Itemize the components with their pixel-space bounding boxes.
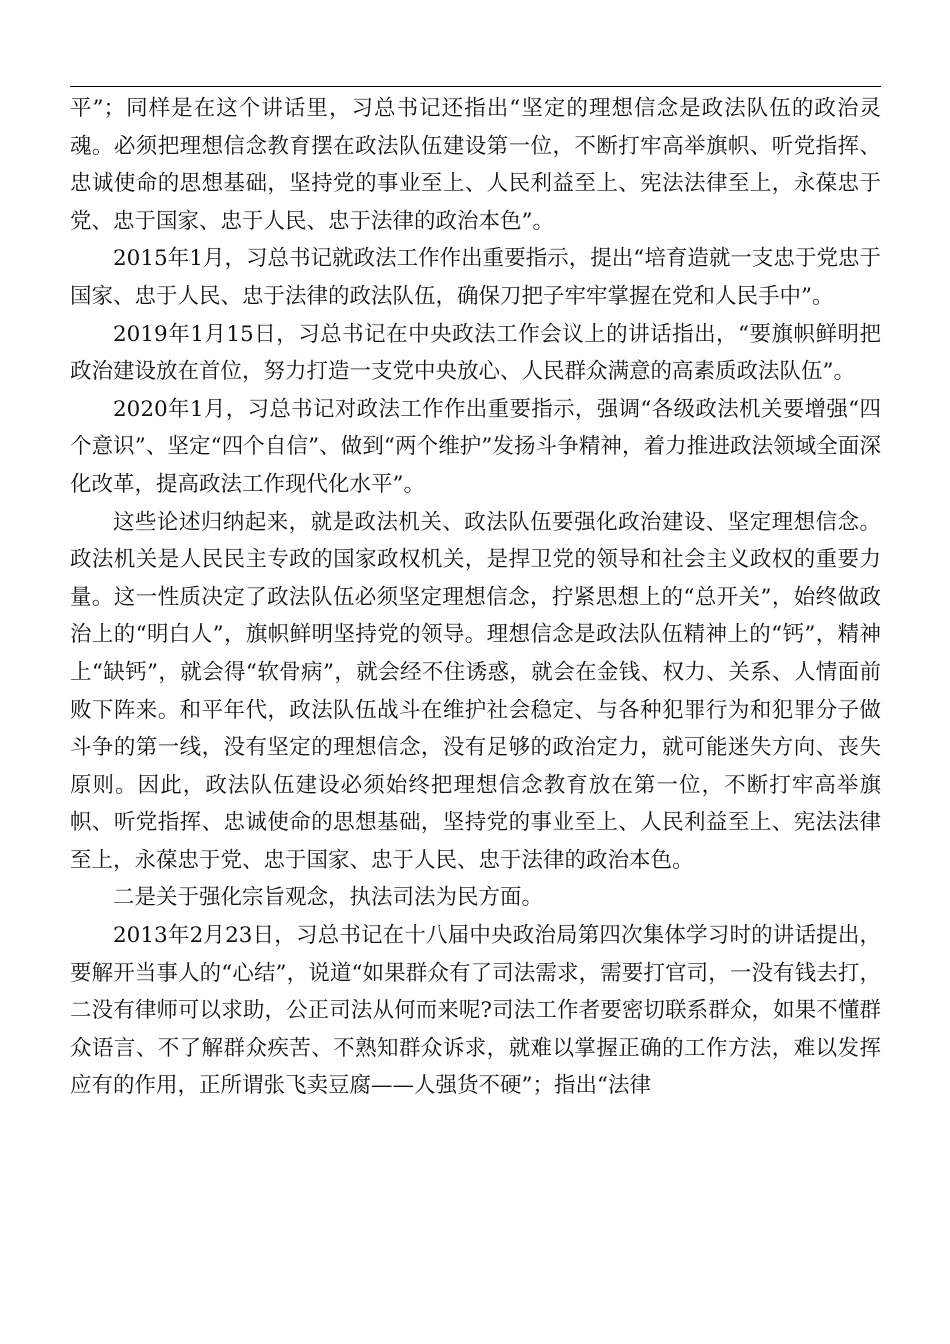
paragraph-continued: 平”；同样是在这个讲话里，习总书记还指出“坚定的理想信念是政法队伍的政治灵魂。必须把理想信念教育摆在政法队伍建设第一位，不断打牢高举旗帜、听党指挥、忠诚使命的思想基础，坚持党的事业至上、人民利益至上、宪法法律至上，永葆忠于党、忠于国家、忠于人民、忠于法律的政治本色”。 <box>70 96 881 234</box>
document-body <box>70 90 881 1105</box>
paragraph-2013-speech: 2013年2月23日，习总书记在十八届中央政治局第四次集体学习时的讲话提出，要解开当事人的“心结”，说道“如果群众有了司法需求，需要打官司，一没有钱去打，二没有律师可以求助，公正司法从何而来呢?司法工作者要密切联系群众，如果不懂群众语言、不了解群众疾苦、不熟知群众诉求，就难以掌握正确的工作方法，难以发挥应有的作用，正所谓张飞卖豆腐——人强货不硬”；指出“法律 <box>70 923 881 1099</box>
paragraph-summary: 这些论述归纳起来，就是政法机关、政法队伍要强化政治建设、坚定理想信念。政法机关是人民民主专政的国家政权机关，是捍卫党的领导和社会主义政权的重要力量。这一性质决定了政法队伍必须坚定理想信念，拧紧思想上的“总开关”，始终做政治上的“明白人”，旗帜鲜明坚持党的领导。理想信念是政法队伍精神上的“钙”，精神上“缺钙”，就会得“软骨病”，就会经不住诱惑，就会在金钱、权力、关系、人情面前败下阵来。和平年代，政法队伍战斗在维护社会稳定、与各种犯罪行为和犯罪分子做斗争的第一线，没有坚定的理想信念，没有足够的政治定力，就可能迷失方向、丧失原则。因此，政法队伍建设必须始终把理想信念教育放在第一位，不断打牢高举旗帜、听党指挥、忠诚使命的思想基础，坚持党的事业至上、人民利益至上、宪法法律至上，永葆忠于党、忠于国家、忠于人民、忠于法律的政治本色。 <box>70 509 881 873</box>
paragraph-2019-speech: 2019年1月15日，习总书记在中央政法工作会议上的讲话指出，“要旗帜鲜明把政治建设放在首位，努力打造一支党中央放心、人民群众满意的高素质政法队伍”。 <box>70 321 881 385</box>
section-heading: 二是关于强化宗旨观念，执法司法为民方面。 <box>113 885 544 911</box>
paragraph-2020-instruction: 2020年1月，习总书记对政法工作作出重要指示，强调“各级政法机关要增强“四个意识”、坚定“四个自信”、做到“两个维护”发扬斗争精神，着力推进政法领域全面深化改革，提高政法工作现代化水平”。 <box>70 396 881 497</box>
header-rule <box>70 86 881 87</box>
paragraph-2015-instruction: 2015年1月，习总书记就政法工作作出重要指示，提出“培育造就一支忠于党忠于国家、忠于人民、忠于法律的政法队伍，确保刀把子牢牢掌握在党和人民手中”。 <box>70 246 881 309</box>
